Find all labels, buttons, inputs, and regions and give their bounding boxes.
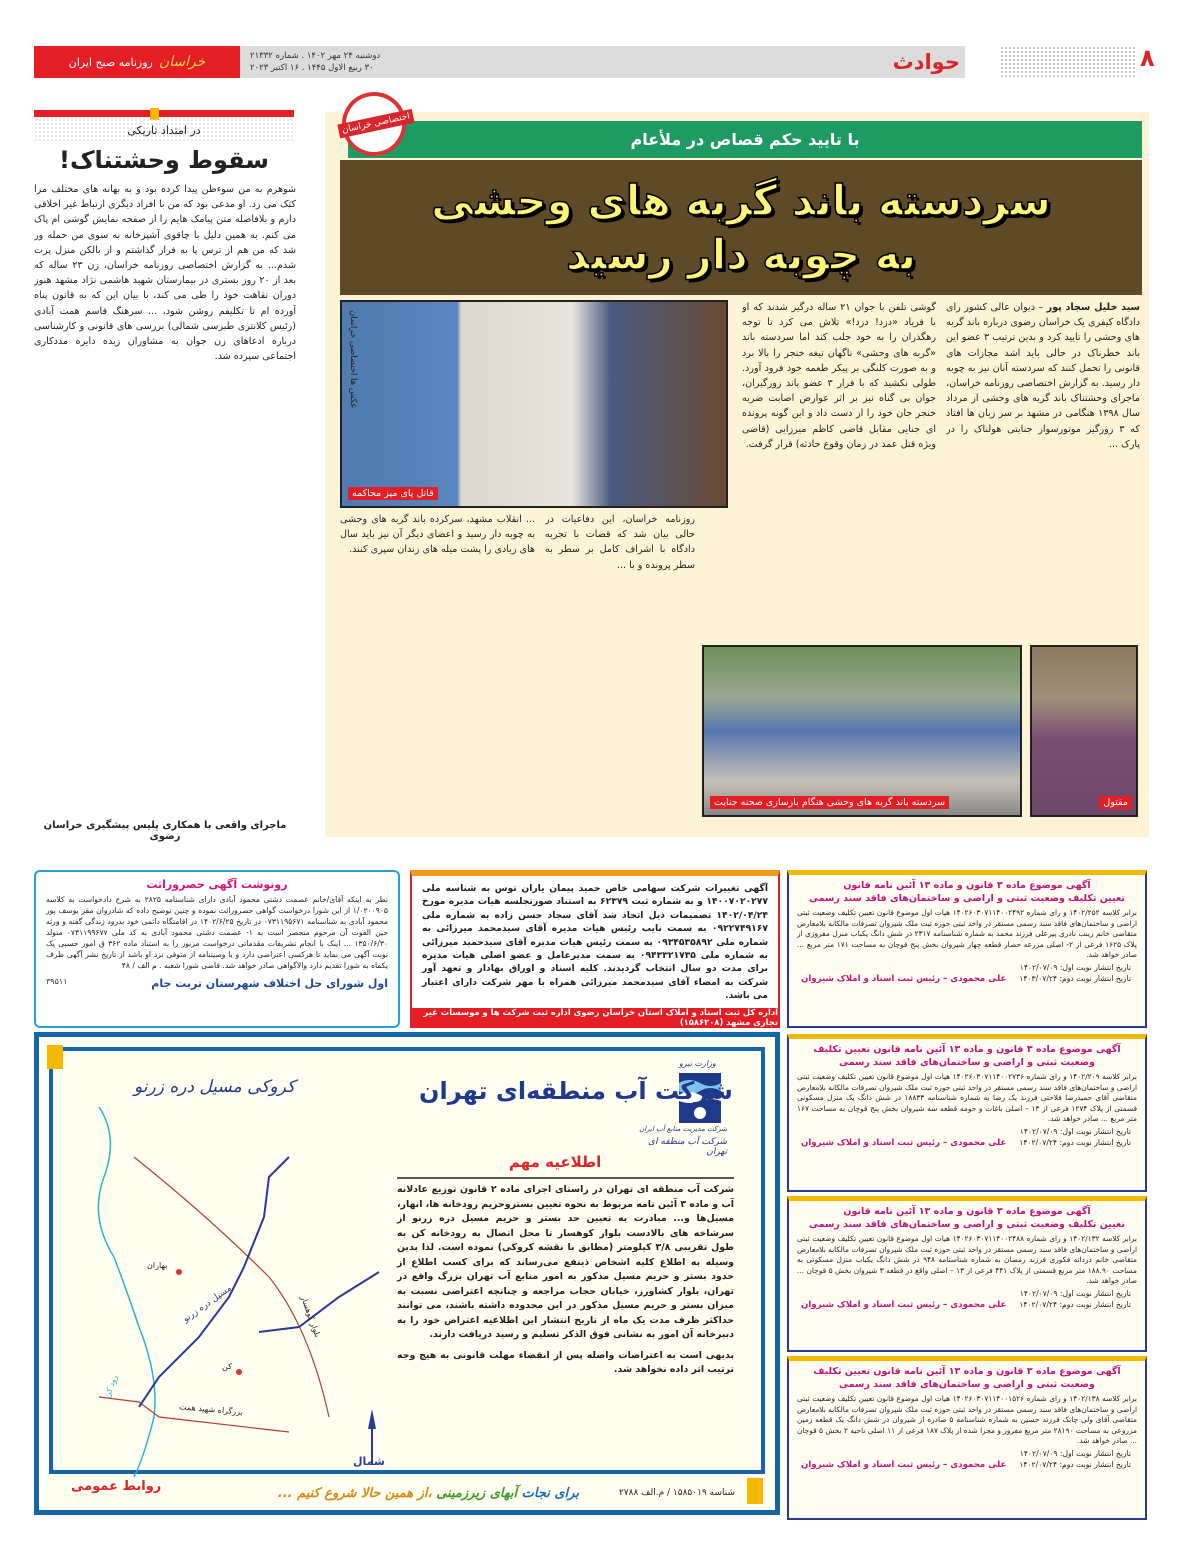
- ad-title: وضعیت ثبتی و اراضی و ساختمان‌های فاقد سند رسمی: [839, 1379, 1095, 1390]
- map-label-kan: کن: [222, 1362, 232, 1371]
- water-company-title: شرکت آب منطقه‌ای تهران: [419, 1077, 733, 1105]
- article-column: گوشی تلفن با جوان ۲۱ ساله درگیر شدند که او با فریاد «دزد! دزد!» تلاش می کرد تا توجه رهگذران را به خود جلب کند اما سردسته باند «گربه های وحشی» ناگهان تیغه خنجر را بالا برد و به صورت کلنگی بر پیکر طعمه خود فرود آورد. طولی نکشید که با فرار ۳ عضو باند زورگیران، جوان بی گناه نیز بر اثر عوارض اصابت ضربه خنجر جان خود را از دست داد و این گونه پرونده ای جنایی مقابل قاضی کاظم میرزایی (قاضی ویژه قتل عمد در زمان وقوع حادثه) قرار گرفت.: [742, 302, 936, 450]
- registry-notice-ad: [787, 1034, 1147, 1192]
- highway-line: [99, 1397, 289, 1432]
- notice-footnote: بدیهی است به اعتراضات واصله پس از انقضاء مهلت قانونی به هیچ وجه ترتیب اثر داده نخواهد شد.: [397, 1349, 734, 1375]
- ad-title: رونوشت آگهی حصروراثت: [146, 878, 288, 891]
- ad-date: تاریخ انتشار نوبت دوم: ۱۴۰۲/۰۷/۲۴: [1019, 1137, 1131, 1147]
- column-body: شوهرم به من سوء‌ظن پیدا کرده بود و به بهانه های مختلف مرا کتک می زد. او مدعی بود که من با افراد دیگری ارتباط غیر اخلاقی دارم و بلافاصله متن پیامک هایم را از صفحه نمایش گوشی ام پاک می کنم. به همین دلیل با چاقوی آشپزخانه به سوی من حمله ور شد که من هم از ترس پا به فرار گذاشتم و از بالکن منزل پرت شدم... به گزارش اختصاصی روزنامه خراسان، زن ۲۳ ساله که بعد از ۲۰ روز بستری در بیمارستان شهید هاشمی نژاد مشهد هنوز دوران نقاهت خود را طی می کند، با بیان این که به قانون پناه آورده ام تا تکلیفم روشن شود، ... سرهنگ قاسم همت آبادی (رئیس کلانتری طبرسی شمالی) بررسی های قانونی و کارشناسی درباره ادعاهای زن جوان به مشاوران زبده دایره مددکاری اجتماعی سپرده شد.: [34, 184, 296, 363]
- article-author: سید خلیل سجاد پور: [1046, 302, 1140, 313]
- headline-line: به چوبه دار رسید: [566, 229, 916, 279]
- crime-scene-photo: [702, 645, 1022, 817]
- photo-caption: سردسته باند گربه های وحشی هنگام بازسازی صحنه جنایت: [710, 796, 949, 809]
- registry-notice-ad: [787, 1196, 1147, 1352]
- water-ad-footer: [49, 1476, 765, 1510]
- stream-line: [139, 1157, 289, 1407]
- ad-title: تعیین تکلیف وضعیت ثبتی و اراضی و ساختمان‌های فاقد سند رسمی: [809, 893, 1125, 904]
- stamp-label: اختصاصی خراسان: [337, 109, 414, 138]
- baharan-marker: [176, 1269, 182, 1275]
- ad-signature: علی محمودی – رئیس ثبت اسناد و املاک شیروان: [801, 1459, 1007, 1470]
- ad-title: آگهی موضوع ماده ۳ قانون و ماده ۱۳ آئین نامه قانون تعیین تکلیف: [813, 1366, 1121, 1377]
- ad-footer: اول شورای حل اختلاف شهرستان تربت جام: [151, 977, 388, 990]
- corner-accent: [47, 1045, 63, 1069]
- ad-body: برابر کلاسه ۱۴۰۲/۲۰۹ و رای شماره ۱۴۰۲۶۰۳۰۷۱۱۴۰۰۲۷۳۶ هیات اول موضوع قانون تعیین تکلیف وضعیت ثبتی اراضی و ساختمان‌های فاقد سند رسمی مستقر در واحد ثبتی حوزه ثبت ملک شیروان تصرفات مالکانه بلامعارض متقاضی آقای حمیدرضا فلاحتی فرزند یک رضا به شماره شناسنامه ۱۸۸۳۳ در شش دانگ یک منزل مسکونی قسمتی از پلاک ۱۲۷۴ فرعی از ۱۳ – اصلی باغات و حومه قطعه سه شیروان بخش پنج قوچان به مساحت ۱۶۷ متر مربع ... صادر خواهد شد.: [797, 1072, 1137, 1124]
- ad-title: وضعیت ثبتی و اراضی و ساختمان‌های فاقد سند رسمی: [839, 1057, 1095, 1068]
- section-title: حوادث: [892, 50, 960, 74]
- inheritance-notice-ad: [34, 870, 400, 1028]
- column-rule: [34, 110, 294, 117]
- map-label-boulevard: بلوار کوهسار: [298, 1294, 323, 1339]
- headline-line: سردسته باند گربه های وحشی: [431, 175, 1051, 225]
- court-photo: [340, 300, 728, 508]
- brand-tagline: روزنامه صبح ایران: [68, 55, 153, 69]
- notice-body: شرکت آب منطقه ای تهران در راستای اجرای ماده ۲ قانون توزیع عادلانه آب و ماده ۳ آئین نامه مربوط به نحوه تعیین بستروحریم رودخانه ها، انهار، مسیل‌ها و... مبادرت به تعیین حد بستر و حریم مسیل دره زرنو از سرشاخه های بالادست بلوار کوهسار تا محل اتصال به رودخانه کن به طول تقریبی ۳/۸ کیلومتر (مطابق با نقشه کروکی) نموده است. لذا بدین وسیله به اطلاع کلیه اشخاص ذینفع می‌رساند که برای کسب اطلاع از حدود بستر و حریم مسیل مذکور به امور منابع آب تهران بزرگ واقع در تهران، بلوار کشاورز، خیابان حجاب مراجعه و چنانچه اعتراضی نسبت به میزان بستر و حریم مسیل مذکور در این محدوده داشته باشند، می توانند حداکثر ظرف مدت یک ماه از تاریخ انتشار این اطلاعیه اعتراض خود را به دبیرخانه آن امور به نشانی فوق الذکر تسلیم و رسید دریافت دارند.: [397, 1184, 734, 1340]
- victim-photo: [1030, 645, 1138, 817]
- dot-pattern: [1000, 46, 1135, 78]
- photo-caption: قاتل پای میز محاکمه: [348, 487, 438, 500]
- river-line: [98, 1107, 155, 1477]
- boulevard-line: [134, 1157, 329, 1417]
- column-kicker: در امتداد تاریکی: [34, 118, 294, 142]
- ad-date: تاریخ انتشار نوبت دوم: ۱۴۰۳/۰۷/۲۴: [1019, 973, 1131, 983]
- article-text: دیوان عالی کشور رای دادگاه کیفری یک خراسان رضوی درباره باند گربه های وحشی را تایید کرد و بدین ترتیب ۳ عضو این باند خطرناک در حالی باید اشد مجازات های قانونی را تحمل کنند که سردسته آنان نیز به چوبه دار رسید. به گزارش اختصاصی روزنامه خراسان، ماجرای وحشتناک باند گربه های وحشی از مرداد سال ۱۳۹۸ هنگامی در مشهد بر سر زبان ها افتاد که ۳ زورگیر موتورسوار جنایتی هولناک را در پارک ...: [946, 302, 1140, 450]
- ad-title: تعیین تکلیف وضعیت ثبتی و اراضی و ساختمان‌های فاقد سند رسمی: [809, 1219, 1125, 1230]
- column-signature: ماجرای واقعی با همکاری پلیس پیشگیری خراسان رضوی: [43, 820, 287, 842]
- ad-body: آگهی تغییرات شرکت سهامی خاص حمید پیمان یاران توس به شناسه ملی ۱۴۰۰۷۰۲۰۲۷۷ و به شماره ثبت ۶۲۳۷۹ به استناد صورتجلسه هیات مدیره مورخ ۱۴۰۲/۰۴/۲۴ تصمیمات ذیل اتخاذ شد آقای سجاد حسن زاده به شماره ملی ۰۹۲۲۷۴۹۱۶۷ به سمت نایب رئیس هیات مدیره آقای سیدمحمد میرزائی به شماره ملی ۰۹۳۴۵۳۵۸۹۲ به سمت رئیس هیات مدیره آقای سیدحمید میرزائی به شماره ملی ۰۹۴۳۳۲۱۷۳۵ به سمت مدیرعامل و عضو اصلی هیات مدیره برای مدت دو سال انتخاب گردیدند. کلیه اسناد و اوراق بهادار و تعهد آور شرکت به امضاء آقای سیدمحمد میرزائی همراه با مهر شرکت دارای اعتبار می باشد.: [422, 883, 768, 1002]
- ad-date: تاریخ انتشار نوبت اول: ۱۴۰۲/۰۷/۰۹: [1019, 1126, 1131, 1136]
- registry-notice-ad: [787, 870, 1147, 1028]
- ad-date: تاریخ انتشار نوبت دوم: ۱۴۰۲/۰۷/۲۴: [1019, 1299, 1131, 1309]
- notice-title: اطلاعیه مهم: [509, 1153, 602, 1171]
- map-label-river: رود کن: [102, 1373, 120, 1400]
- ad-date: تاریخ انتشار نوبت دوم: ۱۴۰۲/۰۷/۲۴: [1019, 1459, 1131, 1469]
- ministry-label: وزارت نیرو: [679, 1059, 716, 1068]
- slogan-part: آبهای زیرزمینی: [436, 1485, 518, 1501]
- public-relations-label: روابط عمومی: [71, 1479, 162, 1494]
- north-label: شمال: [353, 1455, 385, 1468]
- ad-signature: علی محمودی – رئیس ثبت اسناد و املاک شیروان: [801, 1137, 1007, 1148]
- map-label-baharan: بهاران: [147, 1261, 168, 1270]
- water-company-ad: [34, 1032, 780, 1515]
- map-label-highway: بزرگراه شهید همت: [178, 1402, 244, 1417]
- ad-body: نظر به اینکه آقای/خانم عصمت دشتی محمود آبادی دارای شناسنامه ۲۸۲۵ به شرح دادخواست به کلاسه ۱/۰۲۰۰۹۰۵ از این شورا درخواست گواهی حصروراثت نموده و چنین توضیح داده که شادروان مقر یوسف پور محمود آبادی به شناسنامه ۰۷۳۱۱۹۵۶۷۱ در تاریخ ۱۴۰۲/۶/۲۵ در اقامتگاه دائمی خود بدرود زندگی گفته و ورثه حین الفوت آن مرحوم منحصر است به ۱- عصمت دشتی محمود آبادی به کد ملی ۰۷۳۱۱۹۹۶۷۷ متولد ۱۳۵۰/۶/۳۰ ... اینک با انجام تشریفات مقدماتی درخواست مزبور را به استناد ماده ۳۶۲ ق امور حسبی یک نوبت آگهی می نماید تا هرکسی اعتراضی دارد و یا وصیتنامه از متوفی نزد او باشد از تاریخ نشر آگهی ظرف یکماه به شورا تقدیم دارد والاگواهی صادر خواهد شد. قاضی شورا شعبه . م الف / ۴۸: [46, 895, 389, 970]
- slogan-part: ،از همین حالا شروع کنیم ...: [277, 1485, 432, 1501]
- page-number: ۸: [1140, 44, 1155, 72]
- ad-signature: علی محمودی – رئیس ثبت اسناد و املاک شیروان: [801, 973, 1007, 984]
- column-title: سقوط وحشتناک!: [59, 146, 269, 174]
- date-line: ۳۰ ربیع الاول ۱۴۴۵ . ۱۶ اکتبر ۲۰۲۳: [250, 63, 374, 73]
- article-kicker: با تایید حکم قصاص در ملأعام: [348, 121, 1142, 158]
- map-label-stream: مسیل دره زرنو: [181, 1283, 234, 1325]
- masthead-brand: [34, 46, 240, 78]
- map-title: کروکی مسیل دره زرنو: [134, 1077, 296, 1097]
- notice-text-block: [397, 1183, 734, 1378]
- ad-signature: علی محمودی – رئیس ثبت اسناد و املاک شیروان: [801, 1299, 1007, 1310]
- brand-logo: خراسان: [158, 54, 206, 70]
- article-column: ... انقلاب مشهد، سرکرده باند گربه های وحشی به چوبه دار رسید و اعضای دیگر آن نیز باید سال های زیادی را پشت میله های زندان سپری کنند.: [340, 514, 535, 556]
- article-column: سید خلیل سجاد پور – دیوان عالی کشور رای دادگاه کیفری یک خراسان رضوی درباره باند گربه های وحشی را تایید کرد و بدین ترتیب ۳ عضو این باند خطرناک در حالی باید اشد مجازات های قانونی را تحمل کنند که سردسته آنان نیز به چوبه دار رسید. به گزارش اختصاصی روزنامه خراسان، ماجرای وحشتناک باند گربه های وحشی از مرداد سال ۱۳۹۸ هنگامی در مشهد بر سر زبان ها افتاد که ۳ زورگیر موتورسوار جنایتی هولناک را در پارک ...: [946, 302, 1140, 450]
- ad-body: برابر کلاسه ۱۴۰۲/۲۵۲ و رای شماره ۱۴۰۲۶۰۳۰۷۱۱۴۰۰۲۴۹۲ هیات اول موضوع قانون تعیین تکلیف وضعیت ثبتی اراضی و ساختمان‌های فاقد سند رسمی مستقر در واحد ثبتی حوزه ثبت ملک شیروان تصرفات مالکانه بلامعارض متقاضی خانم زینب نادری پیرعلی فرزند محمد به شماره شناسنامه ۲۳۱۷ در شش دانگ یکباب منزل مفروزی از پلاک ۱۶۲۵ فرعی از ۲- اصلی مزرعه حصار قطعه چهار شیروان بخش پنج قوچان به مساحت ۱۷۱ متر مربع ... صادر خواهد شد.: [797, 908, 1137, 960]
- ad-title: آگهی موضوع ماده ۳ قانون و ماده ۱۳ آئین نامه قانون تعیین تکلیف: [813, 1044, 1121, 1055]
- ad-code: ۳۹۵۱۱: [46, 977, 68, 986]
- divider: [397, 1177, 734, 1179]
- ad-title: آگهی موضوع ماده ۳ قانون و ماده ۱۳ آئین نامه قانون: [843, 1206, 1091, 1217]
- ad-body: برابر کلاسه ۱۴۰۲/۱۳۸ و رای شماره ۱۴۰۲۶۰۳۰۷۱۱۴۰۰۱۵۲۶ هیات اول موضوع قانون تعیین تکلیف وضعیت ثبتی اراضی و ساختمان‌های فاقد سند رسمی مستقر در واحد ثبتی حوزه ثبت ملک شیروان تصرفات مالکانه بلامعارض متقاضی آقای ولی چابک فرزند حسین به شماره شناسنامه ۵ صادره از شیروان در شش دانگ یک قطعه زمین مزروعی به مساحت ۲۸۱۹۰ متر مربع مفروز و مجزا شده از پلاک ۱۸۷ فرعی از ۱۱ اصلی ناحیه ۲ بخش ۵ قوچان ... صادر خواهد شد.: [797, 1394, 1138, 1446]
- article-headline: [340, 160, 1142, 295]
- kan-marker: [236, 1369, 242, 1375]
- ad-date: تاریخ انتشار نوبت اول: ۱۴۰۲/۰۷/۰۹: [1019, 1288, 1131, 1298]
- ad-title: آگهی موضوع ماده ۳ قانون و ماده ۱۳ آئین نامه قانون: [843, 880, 1091, 891]
- ad-date: تاریخ انتشار نوبت اول: ۱۴۰۲/۰۷/۰۹: [1019, 962, 1131, 972]
- stream-branch: [259, 1272, 379, 1332]
- ad-footer: اداره کل ثبت اسناد و املاک استان خراسان رضوی اداره ثبت شرکت ها و موسسات غیر تجاری مشهد (۱۵۸۶۲۰۸): [412, 1008, 778, 1026]
- ad-date: تاریخ انتشار نوبت اول: ۱۴۰۲/۰۷/۰۹: [1019, 1448, 1131, 1458]
- registry-notice-ad: [787, 1356, 1147, 1520]
- company-changes-ad: [410, 870, 780, 1028]
- date-line: دوشنبه ۲۴ مهر ۱۴۰۲ . شماره ۲۱۳۳۲: [250, 51, 381, 61]
- logo-caption: شرکت مدیریت منابع آب ایران: [639, 1125, 727, 1133]
- slogan-part: برای نجات: [521, 1485, 579, 1501]
- issue-date: [250, 50, 380, 74]
- photo-credit: عکس ها اختصاصی خراسان: [348, 310, 358, 409]
- logo-caption: شرکت آب منطقه ای تهران: [647, 1137, 727, 1157]
- ad-body: برابر کلاسه ۱۴۰۲/۱۳۲ و رای شماره ۱۴۰۲۶۰۳۰۷۱۱۴۰۰۲۴۸۸ هیات اول موضوع قانون تعیین تکلیف وضعیت ثبتی اراضی و ساختمان‌های فاقد سند رسمی مستقر در واحد ثبتی حوزه ثبت ملک شیروان تصرفات مالکانه بلامعارض متقاضی خانم دردانه فکوری فرزند رمضان به شماره شناسنامه ۹۴۸ در شش دانگ یکباب منزل مسکونی به مساحت ۱۸۸.۹۰ متر مربع قسمتی از پلاک ۴۴۱ فرعی از ۱۳ – اصلی واقع در قطعه ۳ شیروان بخش ۵ قوچان ... صادر خواهد شد.: [797, 1234, 1138, 1286]
- article-column: روزنامه خراسان، این دفاعیات در حالی بیان شد که قضات با تجربه دادگاه با اشراف کامل بر سطر به سطر پرونده و با ...: [545, 514, 695, 571]
- ad-id-line: شناسه ۱۵۸۵۰۱۹ / م.الف ۲۷۸۸: [618, 1488, 735, 1498]
- photo-caption: مقتول: [1099, 796, 1132, 809]
